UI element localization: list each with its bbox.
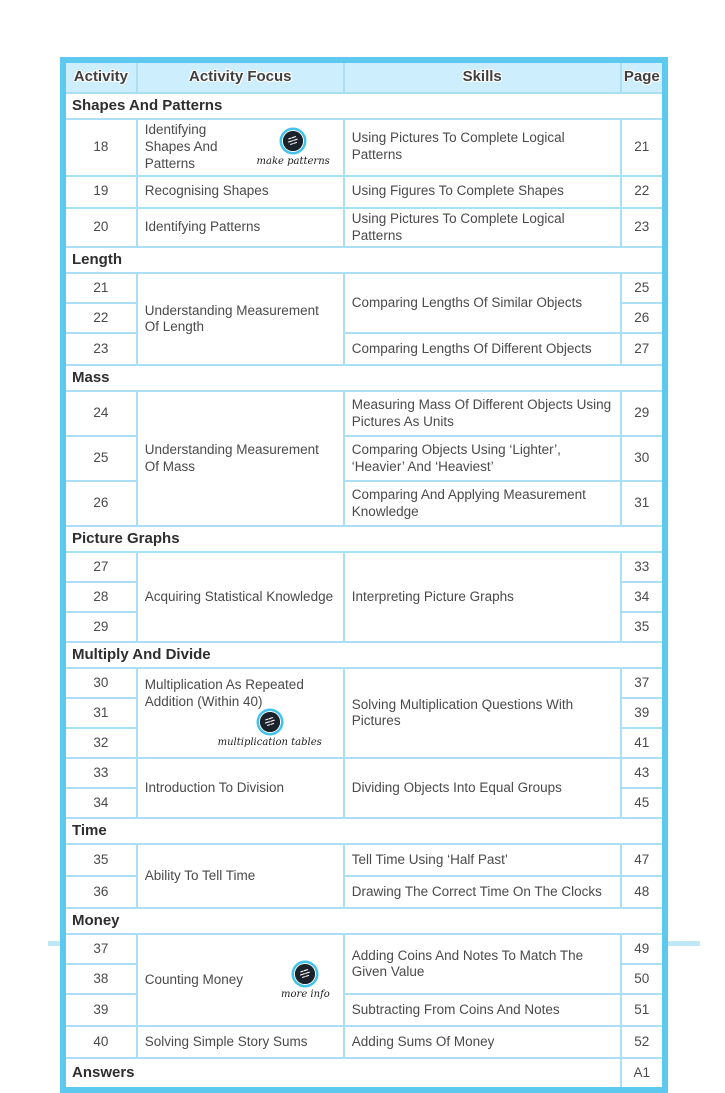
section-title: Time [63, 818, 665, 844]
header-page: Page [621, 60, 665, 93]
page-cell: 33 [621, 552, 665, 582]
page-cell: 29 [621, 391, 665, 436]
section-row-multiply-and-divide [63, 642, 665, 668]
scan-sticker-icon [283, 131, 303, 151]
activity-cell: 26 [63, 481, 137, 526]
focus-cell: Understanding Measurement Of Length [137, 273, 344, 365]
focus-text: Counting Money [144, 971, 244, 987]
section-row-time [63, 818, 665, 844]
focus-cell: Recognising Shapes [137, 176, 344, 208]
focus-cell: Ability To Tell Time [137, 844, 344, 908]
activity-cell: 38 [63, 964, 137, 994]
activity-cell: 27 [63, 552, 137, 582]
activity-cell: 29 [63, 612, 137, 642]
page-cell: 30 [621, 436, 665, 481]
page-cell: 27 [621, 333, 665, 365]
focus-cell: Introduction To Division [137, 758, 344, 818]
page-cell: 31 [621, 481, 665, 526]
section-row-mass [63, 365, 665, 391]
page-cell: 50 [621, 964, 665, 994]
skill-cell: Measuring Mass Of Different Objects Using Pictures As Units [344, 391, 621, 436]
activity-cell: 20 [63, 208, 137, 248]
skill-cell: Using Pictures To Complete Logical Patterns [344, 208, 621, 248]
activity-cell: 39 [63, 994, 137, 1026]
focus-cell: Understanding Measurement Of Mass [137, 391, 344, 526]
sticker-badge [257, 127, 330, 167]
activity-cell: 18 [63, 119, 137, 176]
activity-cell: 31 [63, 698, 137, 728]
skill-cell: Comparing And Applying Measurement Knowledge [344, 481, 621, 526]
activity-cell: 30 [63, 668, 137, 698]
table-row [63, 391, 665, 436]
sticker-badge [218, 708, 322, 748]
activity-cell: 28 [63, 582, 137, 612]
table-row [63, 934, 665, 964]
header-skills: Skills [344, 60, 621, 93]
page-cell: 47 [621, 844, 665, 876]
table-row [63, 273, 665, 303]
skill-cell: Interpreting Picture Graphs [344, 552, 621, 642]
skill-cell: Dividing Objects Into Equal Groups [344, 758, 621, 818]
focus-cell: Acquiring Statistical Knowledge [137, 552, 344, 642]
activity-cell: 40 [63, 1026, 137, 1058]
scan-sticker-icon [295, 964, 315, 984]
badge-caption: more info [281, 989, 330, 1001]
activity-cell: 23 [63, 333, 137, 365]
focus-cell [137, 934, 344, 1026]
focus-cell [137, 668, 344, 758]
page-cell: 48 [621, 876, 665, 908]
page-cell: 39 [621, 698, 665, 728]
sticker-badge [281, 960, 330, 1000]
focus-cell [137, 119, 344, 176]
table-row [63, 208, 665, 248]
page-cell: 25 [621, 273, 665, 303]
section-row-shapes-and-patterns [63, 93, 665, 119]
header-activity: Activity [63, 60, 137, 93]
skill-cell: Comparing Lengths Of Similar Objects [344, 273, 621, 333]
table-row [63, 176, 665, 208]
page-cell: 22 [621, 176, 665, 208]
section-row-length [63, 247, 665, 273]
skill-cell: Tell Time Using ‘Half Past’ [344, 844, 621, 876]
section-title: Shapes And Patterns [63, 93, 665, 119]
table-row [63, 758, 665, 788]
skill-cell: Solving Multiplication Questions With Pictures [344, 668, 621, 758]
page-cell: 23 [621, 208, 665, 248]
activity-cell: 22 [63, 303, 137, 333]
section-row-picture-graphs [63, 526, 665, 552]
badge-caption: make patterns [256, 156, 330, 168]
skill-cell: Using Pictures To Complete Logical Patterns [344, 119, 621, 176]
table-row [63, 552, 665, 582]
table-header-row [63, 60, 665, 93]
header-activity-focus: Activity Focus [137, 60, 344, 93]
table-row [63, 668, 665, 698]
page-cell: 41 [621, 728, 665, 758]
page-cell: 37 [621, 668, 665, 698]
activity-cell: 34 [63, 788, 137, 818]
page-cell: 43 [621, 758, 665, 788]
page-cell: 52 [621, 1026, 665, 1058]
focus-cell: Identifying Patterns [137, 208, 344, 248]
focus-cell: Solving Simple Story Sums [137, 1026, 344, 1058]
page-cell: 51 [621, 994, 665, 1026]
page-cell: 21 [621, 119, 665, 176]
table-row [63, 844, 665, 876]
section-row-money [63, 908, 665, 934]
section-title: Multiply And Divide [63, 642, 665, 668]
section-title: Picture Graphs [63, 526, 665, 552]
scan-sticker-icon [260, 712, 280, 732]
activity-cell: 36 [63, 876, 137, 908]
activity-cell: 24 [63, 391, 137, 436]
table-row [63, 1026, 665, 1058]
activity-cell: 33 [63, 758, 137, 788]
section-title: Money [63, 908, 665, 934]
section-title: Length [63, 247, 665, 273]
page-cell: 35 [621, 612, 665, 642]
skill-cell: Comparing Lengths Of Different Objects [344, 333, 621, 365]
focus-text: Identifying Shapes And Patterns [144, 122, 218, 171]
skill-cell: Using Figures To Complete Shapes [344, 176, 621, 208]
skill-cell: Adding Sums Of Money [344, 1026, 621, 1058]
table-row [63, 119, 665, 176]
contents-table [60, 57, 668, 1093]
skill-cell: Adding Coins And Notes To Match The Given Value [344, 934, 621, 994]
activity-cell: 35 [63, 844, 137, 876]
page-cell: 49 [621, 934, 665, 964]
answers-row [63, 1058, 665, 1090]
activity-cell: 32 [63, 728, 137, 758]
skill-cell: Subtracting From Coins And Notes [344, 994, 621, 1026]
focus-text: Multiplication As Repeated Addition (Within 40) [144, 677, 304, 709]
skill-cell: Drawing The Correct Time On The Clocks [344, 876, 621, 908]
page-cell: 26 [621, 303, 665, 333]
skill-cell: Comparing Objects Using ‘Lighter’, ‘Heavier’ And ‘Heaviest’ [344, 436, 621, 481]
page-cell: A1 [621, 1058, 665, 1090]
page-cell: 45 [621, 788, 665, 818]
activity-cell: 19 [63, 176, 137, 208]
activity-cell: 37 [63, 934, 137, 964]
page-cell: 34 [621, 582, 665, 612]
answers-label: Answers [63, 1058, 621, 1090]
activity-cell: 25 [63, 436, 137, 481]
badge-caption: multiplication tables [217, 736, 322, 748]
section-title: Mass [63, 365, 665, 391]
activity-cell: 21 [63, 273, 137, 303]
